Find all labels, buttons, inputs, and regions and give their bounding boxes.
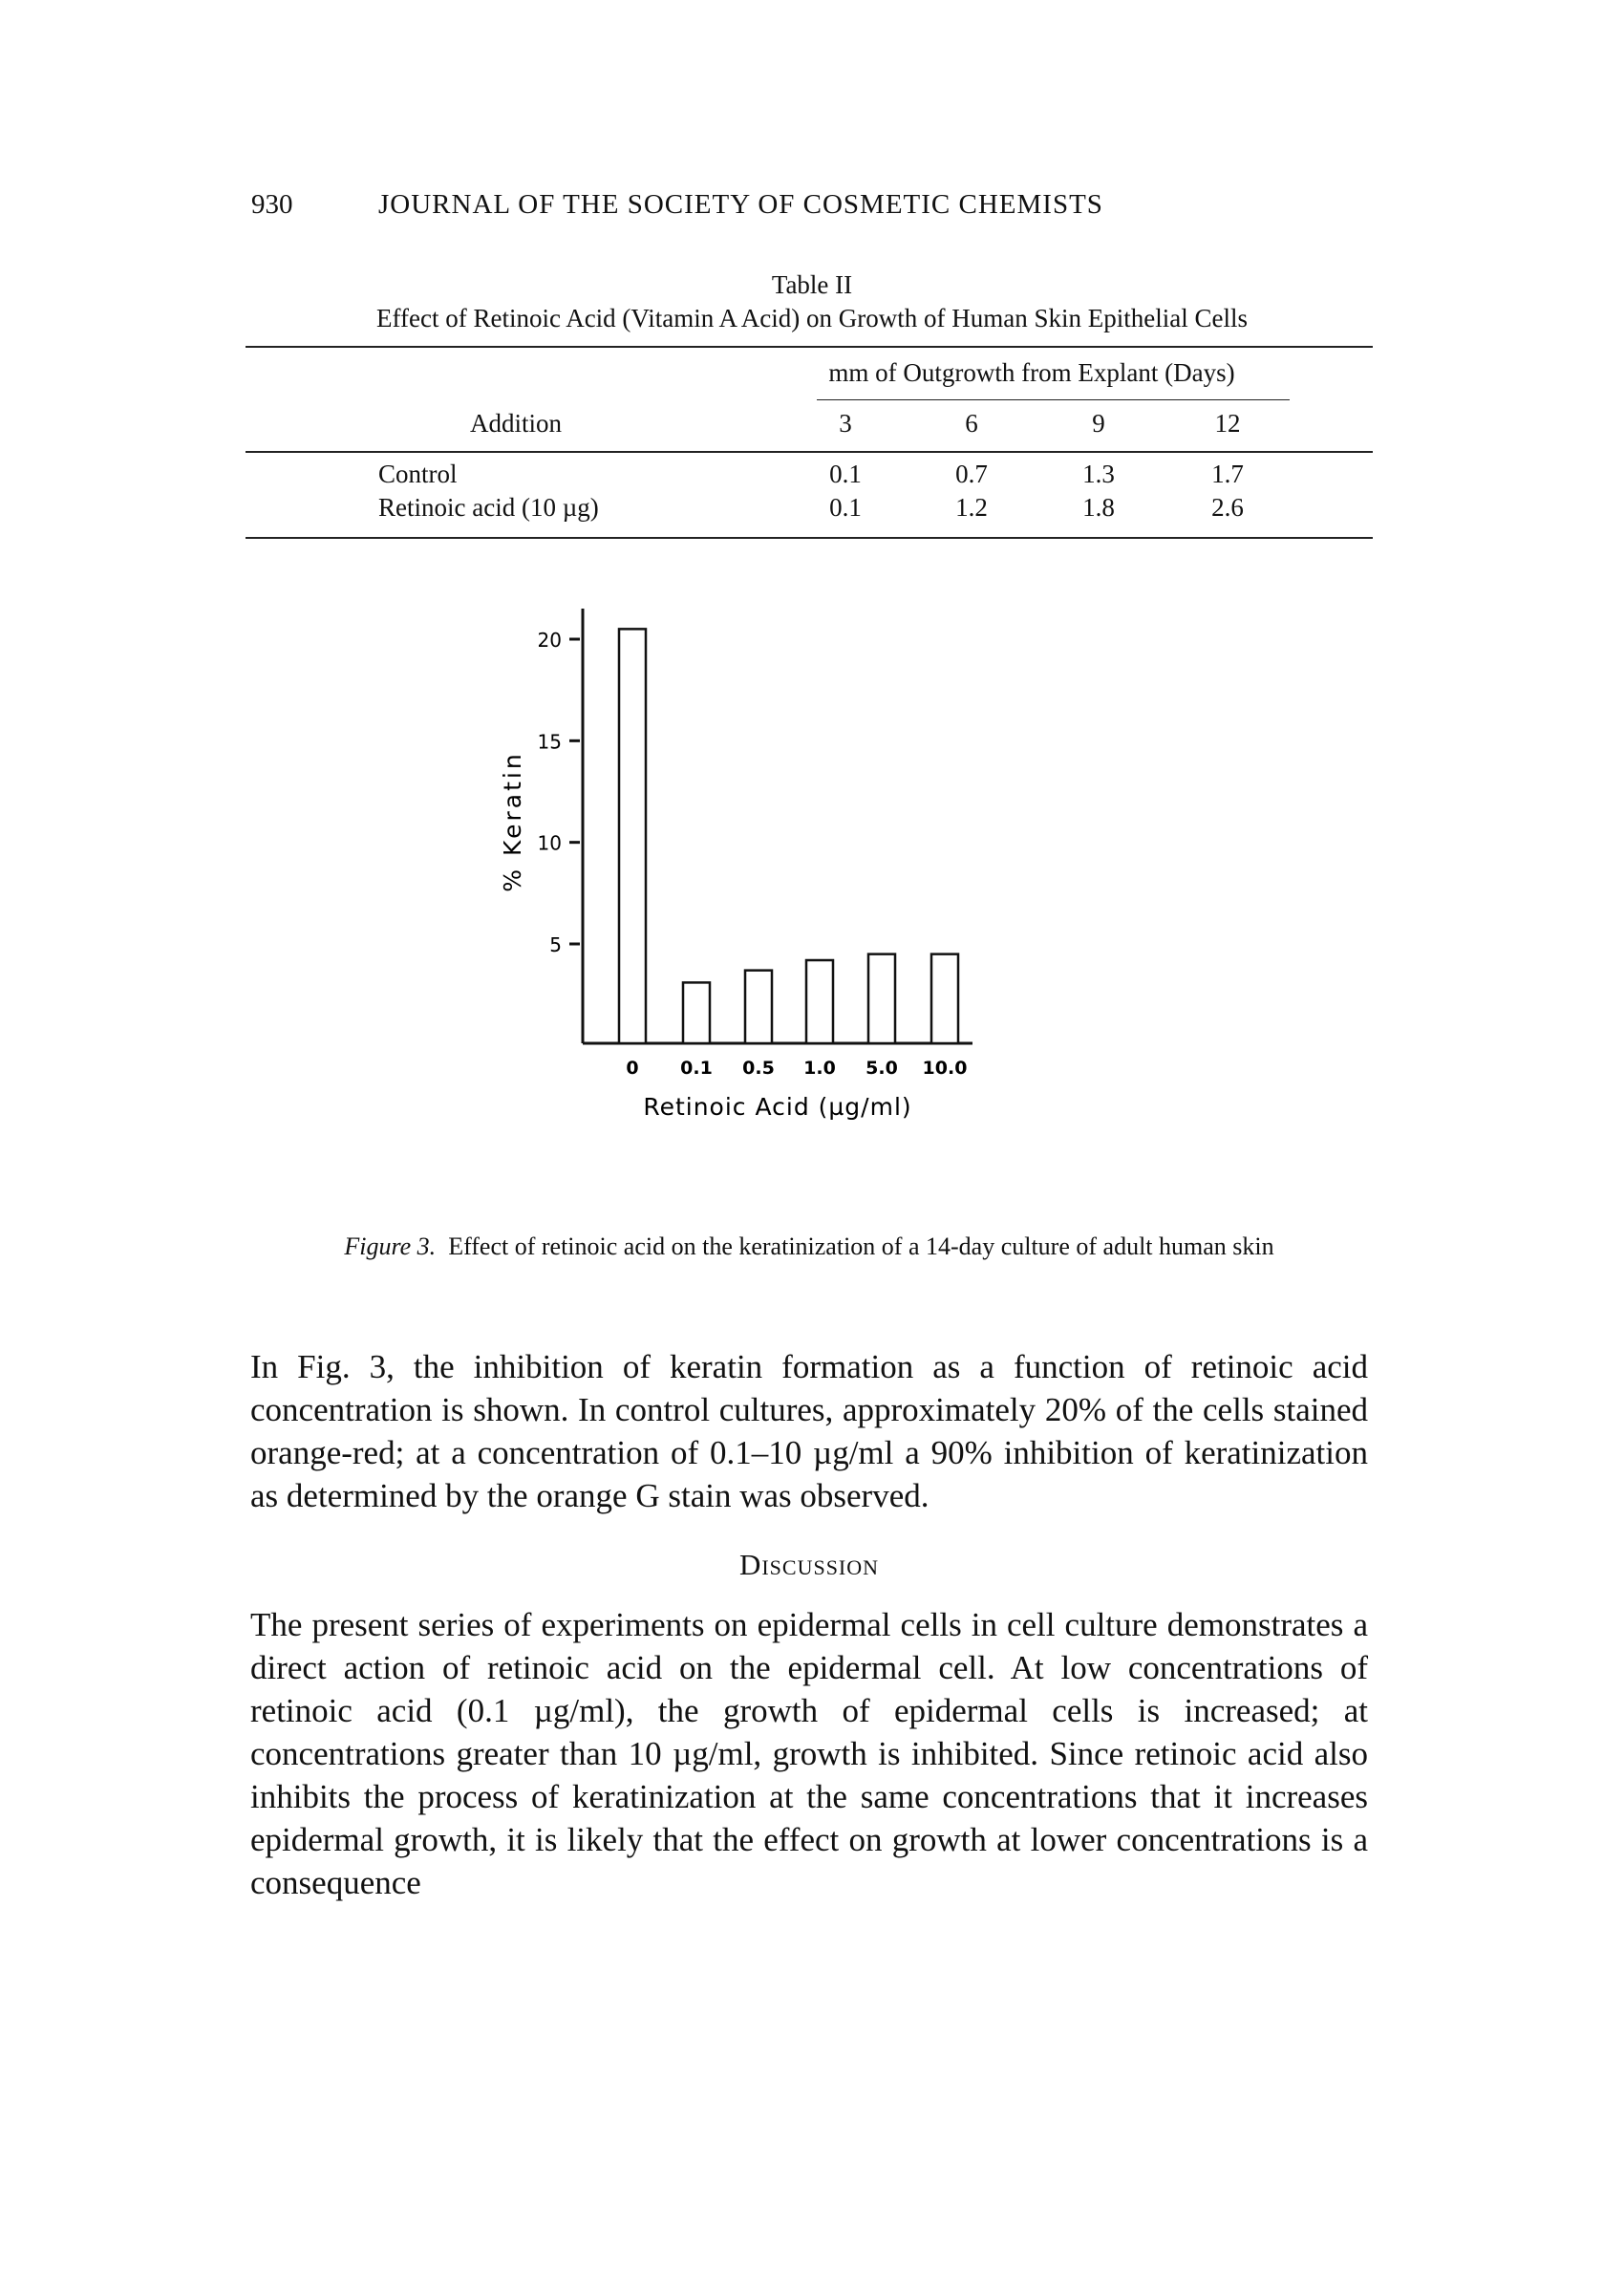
cell: 1.7 [1211, 460, 1244, 488]
table-spanner: mm of Outgrowth from Explant (Days) [828, 358, 1235, 387]
page-number: 930 [251, 189, 293, 220]
y-tick-label: 15 [537, 730, 562, 754]
cell: 0.1 [829, 460, 862, 488]
y-tick-label: 10 [537, 831, 562, 855]
paragraph: In Fig. 3, the inhibition of keratin formation as a function of retinoic acid concentration is shown. In control cultures, approximately 20% of the cells stained orange-red; at a concentration of 0.1–10 µg/ml a 90% inhibition of keratinization as determined by the orange G stain was observed. [250, 1348, 1368, 1514]
x-tick-label: 0 [626, 1058, 639, 1079]
x-tick-label: 1.0 [803, 1058, 836, 1079]
y-axis-label: % Keratin [499, 751, 526, 892]
body-text [250, 1345, 1368, 1904]
bar [806, 960, 833, 1043]
col-header: 6 [965, 409, 978, 438]
paragraph: The present series of experiments on epidermal cells in cell culture demonstrates a direct action of retinoic acid on the epidermal cell. At low concentrations of retinoic acid (0.1 µg/ml), the growth of epidermal cells is increased; at concentrations greater than 10 µg/ml, growth is inhibited. Since retinoic acid also inhibits the process of keratinization at the same concentrations that it increases epidermal growth, it is likely that the effect on growth at lower concentrations is a consequence [250, 1606, 1368, 1901]
section-heading: Discussion [738, 1548, 880, 1581]
cell: 1.8 [1082, 493, 1115, 522]
bar-chart [0, 573, 1624, 1213]
row-header: Addition [469, 409, 562, 438]
x-tick-label: 5.0 [865, 1058, 898, 1079]
bar [931, 954, 958, 1043]
header-rule [246, 451, 1373, 453]
cell: 1.3 [1082, 460, 1115, 488]
cell: 0.7 [955, 460, 988, 488]
figure-caption-text: Effect of retinoic acid on the keratinization of a 14-day culture of adult human skin [448, 1232, 1274, 1260]
figure-caption [250, 1230, 1368, 1264]
y-tick-label: 5 [549, 933, 562, 956]
spanner-rule [817, 399, 1290, 400]
row-label: Control [378, 460, 458, 488]
x-tick-label: 10.0 [922, 1058, 968, 1079]
col-header: 12 [1214, 409, 1241, 438]
cell: 0.1 [829, 493, 862, 522]
y-tick-label: 20 [537, 629, 562, 652]
table-top-rule [246, 346, 1373, 348]
x-axis-label: Retinoic Acid (µg/ml) [643, 1093, 912, 1121]
bar [868, 954, 895, 1043]
figure-label: Figure 3. [344, 1232, 437, 1260]
bar [745, 971, 772, 1043]
col-header: 9 [1092, 409, 1105, 438]
table-bottom-rule [246, 537, 1373, 539]
cell: 2.6 [1211, 493, 1244, 522]
bar [683, 982, 710, 1043]
col-header: 3 [839, 409, 852, 438]
cell: 1.2 [955, 493, 988, 522]
table-label: Table II [771, 270, 853, 299]
x-tick-label: 0.5 [742, 1058, 775, 1079]
table-caption: Effect of Retinoic Acid (Vitamin A Acid) on Growth of Human Skin Epithelial Cells [376, 304, 1248, 332]
x-tick-label: 0.1 [680, 1058, 713, 1079]
bar [619, 629, 646, 1043]
row-label: Retinoic acid (10 µg) [378, 493, 599, 522]
journal-title: JOURNAL OF THE SOCIETY OF COSMETIC CHEMISTS [378, 189, 1103, 220]
